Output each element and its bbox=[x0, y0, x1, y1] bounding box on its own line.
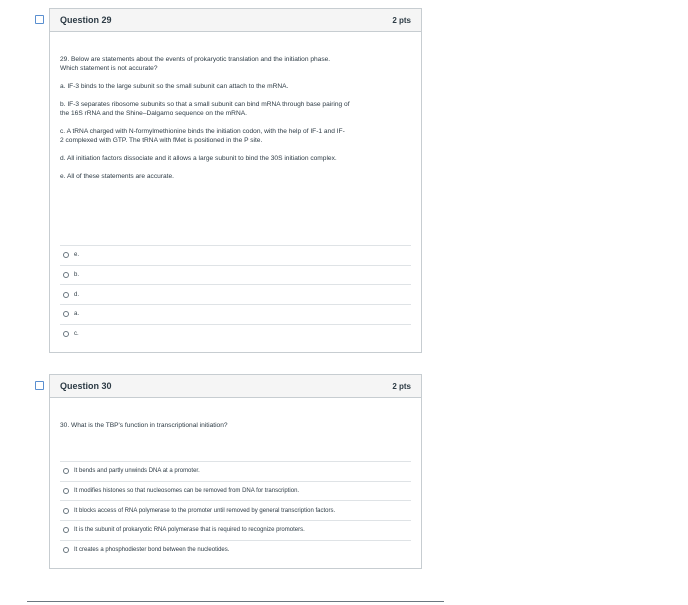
answer-label: c. bbox=[74, 331, 79, 338]
answer-option[interactable] bbox=[60, 500, 411, 520]
answer-option[interactable] bbox=[60, 284, 411, 304]
answer-label: It bends and partly unwinds DNA at a promoter. bbox=[74, 468, 200, 475]
question-30-title: Question 30 bbox=[60, 381, 112, 391]
statement-a: a. IF-3 binds to the large subunit so the small subunit can attach to the mRNA. bbox=[60, 83, 289, 90]
question-29-stem-line-1: 29. Below are statements about the events of prokaryotic translation and the initiation phase. bbox=[60, 56, 331, 63]
answer-label: a. bbox=[74, 311, 80, 318]
question-29-points: 2 pts bbox=[392, 15, 411, 25]
question-30-header bbox=[50, 375, 421, 398]
question-30-card bbox=[49, 374, 422, 569]
question-30-stem: 30. What is the TBP's function in transcriptional initiation? bbox=[60, 422, 228, 429]
flag-question-29-icon[interactable] bbox=[35, 15, 44, 24]
radio-button-icon[interactable] bbox=[63, 292, 69, 298]
answer-option[interactable] bbox=[60, 245, 411, 265]
radio-button-icon[interactable] bbox=[63, 252, 69, 258]
answer-option[interactable] bbox=[60, 304, 411, 324]
radio-button-icon[interactable] bbox=[63, 547, 69, 553]
question-29-answer-list bbox=[60, 245, 411, 343]
radio-button-icon[interactable] bbox=[63, 527, 69, 533]
flag-question-30-icon[interactable] bbox=[35, 381, 44, 390]
page-divider bbox=[27, 601, 444, 602]
answer-option[interactable] bbox=[60, 540, 411, 560]
answer-option[interactable] bbox=[60, 481, 411, 501]
answer-option[interactable] bbox=[60, 265, 411, 285]
answer-option[interactable] bbox=[60, 324, 411, 344]
answer-label: It is the subunit of prokaryotic RNA polymerase that is required to recognize promoters. bbox=[74, 527, 305, 534]
question-29-header bbox=[50, 9, 421, 32]
statement-c-line-2: 2 complexed with GTP. The tRNA with fMet is positioned in the P site. bbox=[60, 137, 263, 144]
answer-label: It creates a phosphodiester bond between the nucleotides. bbox=[74, 547, 230, 554]
answer-label: b. bbox=[74, 272, 80, 279]
radio-button-icon[interactable] bbox=[63, 311, 69, 317]
question-30-answer-list bbox=[60, 461, 411, 559]
question-30-body bbox=[50, 421, 421, 430]
question-30-points: 2 pts bbox=[392, 381, 411, 391]
statement-c-line-1: c. A tRNA charged with N-formylmethionine binds the initiation codon, with the help of IF-1 and IF- bbox=[60, 128, 345, 135]
radio-button-icon[interactable] bbox=[63, 508, 69, 514]
statement-d: d. All initiation factors dissociate and it allows a large subunit to bind the 30S initiation complex. bbox=[60, 155, 337, 162]
question-29-stem-line-2: Which statement is not accurate? bbox=[60, 65, 158, 72]
question-29-title: Question 29 bbox=[60, 15, 112, 25]
radio-button-icon[interactable] bbox=[63, 331, 69, 337]
radio-button-icon[interactable] bbox=[63, 488, 69, 494]
question-29-body bbox=[50, 55, 421, 181]
statement-b-line-1: b. IF-3 separates ribosome subunits so that a small subunit can bind mRNA through base pairing of bbox=[60, 101, 350, 108]
answer-label: It modifies histones so that nucleosomes can be removed from DNA for transcription. bbox=[74, 488, 300, 495]
answer-label: d. bbox=[74, 291, 80, 298]
statement-e: e. All of these statements are accurate. bbox=[60, 173, 174, 180]
answer-option[interactable] bbox=[60, 461, 411, 481]
statement-b-line-2: the 16S rRNA and the Shine–Dalgarno sequence on the mRNA. bbox=[60, 110, 247, 117]
question-29-card bbox=[49, 8, 422, 353]
answer-label: It blocks access of RNA polymerase to the promoter until removed by general transcription factors. bbox=[74, 507, 336, 514]
answer-option[interactable] bbox=[60, 520, 411, 540]
radio-button-icon[interactable] bbox=[63, 272, 69, 278]
radio-button-icon[interactable] bbox=[63, 468, 69, 474]
answer-label: e. bbox=[74, 252, 80, 259]
